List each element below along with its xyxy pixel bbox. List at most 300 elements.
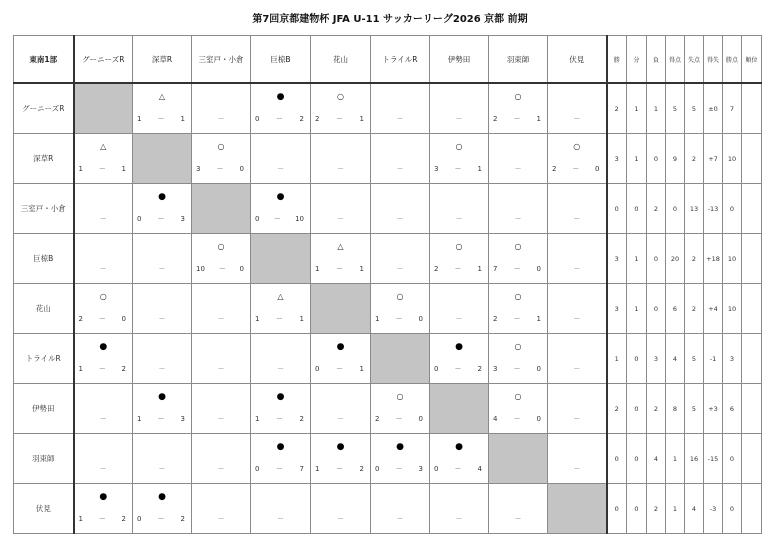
stat-cell: 4 [666, 334, 685, 384]
unplayed-dash: － [217, 115, 225, 123]
goals-for: 2 [315, 115, 320, 123]
goals-against: 1 [359, 115, 364, 123]
stat-cell: 5 [666, 83, 685, 134]
unplayed-dash: － [455, 115, 463, 123]
match-score [375, 315, 423, 323]
score-separator: － [157, 215, 165, 223]
score-separator: － [513, 115, 521, 123]
match-score [79, 165, 127, 173]
result-cell [133, 434, 192, 484]
unplayed-dash: － [396, 115, 404, 123]
stat-cell: 2 [685, 284, 704, 334]
stat-cell: 6 [723, 384, 742, 434]
result-cell [192, 384, 251, 434]
match-score [375, 415, 423, 423]
row-header-team: 三室戸・小倉 [14, 184, 74, 234]
result-cell [548, 284, 607, 334]
league-table [13, 35, 762, 534]
division-label: 東南1部 [14, 36, 74, 84]
stat-cell: 0 [627, 334, 647, 384]
self-match-cell [489, 434, 548, 484]
result-cell [548, 384, 607, 434]
score-separator: － [454, 365, 462, 373]
unplayed-dash: － [217, 315, 225, 323]
stat-cell [742, 184, 762, 234]
column-header-team: 巨椋B [251, 36, 311, 84]
unplayed-dash: － [396, 215, 404, 223]
row-header-team: 伏見 [14, 484, 74, 534]
goals-against: 4 [477, 465, 482, 473]
stat-cell: 4 [685, 484, 704, 534]
stat-cell: 0 [647, 134, 666, 184]
result-cell [548, 83, 607, 134]
stat-cell: 0 [627, 184, 647, 234]
score-separator: － [276, 315, 283, 323]
table-row [14, 83, 762, 134]
stat-cell: -13 [704, 184, 723, 234]
stat-cell: 10 [723, 284, 742, 334]
score-separator: － [336, 115, 343, 123]
result-cell [430, 284, 489, 334]
stat-header: 順位 [742, 36, 762, 84]
stat-cell: 3 [607, 284, 627, 334]
loss-mark-icon: ● [396, 442, 404, 452]
goals-for: 3 [196, 165, 201, 173]
unplayed-dash: － [217, 415, 225, 423]
result-cell [311, 384, 371, 434]
score-separator: － [98, 515, 106, 523]
row-header-team: トライルR [14, 334, 74, 384]
goals-against: 1 [121, 165, 126, 173]
stat-cell: 0 [627, 434, 647, 484]
result-cell [371, 134, 430, 184]
row-header-team: 伊勢田 [14, 384, 74, 434]
score-separator: － [513, 365, 521, 373]
stat-cell: 5 [685, 334, 704, 384]
match-score [137, 415, 185, 423]
goals-for: 0 [375, 465, 380, 473]
goals-against: 2 [180, 515, 185, 523]
result-cell [192, 134, 251, 184]
result-cell [133, 484, 192, 534]
match-score [434, 265, 482, 273]
unplayed-dash: － [158, 315, 166, 323]
stat-cell: 1 [627, 134, 647, 184]
goals-for: 0 [434, 465, 439, 473]
result-cell [371, 484, 430, 534]
column-header-team: 深草R [133, 36, 192, 84]
score-separator: － [157, 515, 165, 523]
goals-for: 0 [137, 215, 142, 223]
unplayed-dash: － [99, 215, 107, 223]
match-score [375, 465, 423, 473]
score-separator: － [395, 415, 403, 423]
stat-cell: 0 [647, 234, 666, 284]
result-cell [74, 184, 133, 234]
goals-against: 1 [477, 265, 482, 273]
goals-for: 0 [255, 115, 260, 123]
result-cell [371, 284, 430, 334]
score-separator: － [513, 415, 521, 423]
stat-header: 分 [627, 36, 647, 84]
goals-against: 0 [536, 265, 541, 273]
goals-for: 2 [493, 315, 498, 323]
loss-mark-icon: ● [276, 392, 285, 402]
match-score [79, 365, 127, 373]
win-mark-icon: ○ [337, 92, 344, 101]
win-mark-icon: ○ [573, 142, 581, 151]
goals-for: 1 [315, 265, 320, 273]
stat-cell: 1 [666, 434, 685, 484]
table-row [14, 484, 762, 534]
score-separator: － [454, 465, 462, 473]
table-row [14, 384, 762, 434]
goals-against: 3 [180, 215, 185, 223]
unplayed-dash: － [396, 515, 404, 523]
result-cell [192, 334, 251, 384]
stat-cell: 2 [607, 384, 627, 434]
result-cell [548, 184, 607, 234]
stat-cell: -1 [704, 334, 723, 384]
stat-header: 得失 [704, 36, 723, 84]
stat-cell: 3 [723, 334, 742, 384]
score-separator: － [276, 415, 283, 423]
column-header-team: 伏見 [548, 36, 607, 84]
goals-for: 10 [196, 265, 205, 273]
loss-mark-icon: ● [336, 442, 345, 452]
unplayed-dash: － [337, 165, 344, 173]
score-separator: － [216, 165, 224, 173]
goals-against: 0 [418, 415, 423, 423]
draw-mark-icon: △ [277, 292, 284, 301]
score-separator: － [98, 365, 106, 373]
stat-cell: 4 [647, 434, 666, 484]
unplayed-dash: － [455, 215, 463, 223]
stat-cell: 9 [666, 134, 685, 184]
stat-cell [742, 484, 762, 534]
score-separator: － [513, 315, 521, 323]
goals-against: 2 [121, 365, 126, 373]
goals-for: 7 [493, 265, 498, 273]
result-cell [430, 83, 489, 134]
goals-for: 3 [434, 165, 439, 173]
goals-against: 2 [299, 415, 304, 423]
score-separator: － [276, 115, 283, 123]
loss-mark-icon: ● [455, 342, 463, 352]
self-match-cell [371, 334, 430, 384]
loss-mark-icon: ● [455, 442, 463, 452]
stat-header: 得点 [666, 36, 685, 84]
stat-header: 勝 [607, 36, 627, 84]
result-cell [430, 334, 489, 384]
match-score [255, 315, 304, 323]
goals-for: 0 [255, 465, 260, 473]
result-cell [74, 284, 133, 334]
result-cell [311, 134, 371, 184]
win-mark-icon: ○ [99, 292, 107, 301]
stat-cell: 2 [685, 234, 704, 284]
win-mark-icon: ○ [396, 292, 404, 301]
result-cell [311, 234, 371, 284]
result-cell [489, 83, 548, 134]
unplayed-dash: － [573, 415, 581, 423]
unplayed-dash: － [514, 515, 522, 523]
stat-cell: 13 [685, 184, 704, 234]
score-separator: － [572, 165, 580, 173]
unplayed-dash: － [573, 315, 581, 323]
result-cell [548, 334, 607, 384]
unplayed-dash: － [217, 365, 225, 373]
result-cell [133, 384, 192, 434]
result-cell [192, 234, 251, 284]
result-cell [192, 284, 251, 334]
stat-cell: 2 [647, 384, 666, 434]
unplayed-dash: － [514, 165, 522, 173]
stat-cell [742, 83, 762, 134]
stat-cell: 2 [647, 184, 666, 234]
goals-against: 2 [359, 465, 364, 473]
match-score [434, 165, 482, 173]
goals-against: 3 [180, 415, 185, 423]
result-cell [489, 334, 548, 384]
win-mark-icon: ○ [455, 142, 463, 151]
draw-mark-icon: △ [100, 142, 107, 151]
result-cell [489, 484, 548, 534]
unplayed-dash: － [573, 365, 581, 373]
result-cell [311, 184, 371, 234]
result-cell [371, 234, 430, 284]
column-header-team: 花山 [311, 36, 371, 84]
win-mark-icon: ○ [396, 392, 404, 401]
match-score [79, 515, 127, 523]
unplayed-dash: － [337, 415, 344, 423]
match-score [315, 465, 364, 473]
column-header-team: 羽束師 [489, 36, 548, 84]
result-cell [371, 184, 430, 234]
result-cell [548, 234, 607, 284]
stat-cell: 6 [666, 284, 685, 334]
goals-against: 2 [299, 115, 304, 123]
unplayed-dash: － [396, 165, 404, 173]
unplayed-dash: － [99, 265, 107, 273]
loss-mark-icon: ● [158, 392, 166, 402]
score-separator: － [336, 465, 343, 473]
goals-for: 4 [493, 415, 498, 423]
match-score [255, 465, 304, 473]
score-separator: － [395, 465, 403, 473]
result-cell [74, 484, 133, 534]
self-match-cell [133, 134, 192, 184]
table-row [14, 134, 762, 184]
goals-for: 1 [375, 315, 380, 323]
goals-against: 0 [418, 315, 423, 323]
stat-cell: 8 [666, 384, 685, 434]
score-separator: － [336, 265, 343, 273]
goals-against: 0 [239, 165, 244, 173]
column-header-team: グーニーズR [74, 36, 133, 84]
stat-cell [742, 284, 762, 334]
table-row [14, 234, 762, 284]
result-cell [489, 234, 548, 284]
stat-cell: 16 [685, 434, 704, 484]
score-separator: － [513, 265, 521, 273]
score-separator: － [454, 165, 462, 173]
stat-cell: +7 [704, 134, 723, 184]
result-cell [251, 134, 311, 184]
match-score [255, 415, 304, 423]
stat-cell: 0 [723, 434, 742, 484]
match-score [493, 265, 541, 273]
loss-mark-icon: ● [99, 342, 108, 352]
result-cell [311, 434, 371, 484]
goals-for: 3 [493, 365, 498, 373]
win-mark-icon: ○ [514, 92, 522, 101]
goals-for: 0 [315, 365, 320, 373]
match-score [493, 315, 541, 323]
stat-cell: 20 [666, 234, 685, 284]
win-mark-icon: ○ [514, 242, 522, 251]
match-score [79, 315, 127, 323]
stat-cell: +4 [704, 284, 723, 334]
result-cell [251, 284, 311, 334]
score-separator: － [218, 265, 226, 273]
self-match-cell [430, 384, 489, 434]
win-mark-icon: ○ [514, 392, 522, 401]
stat-header: 失点 [685, 36, 704, 84]
result-cell [74, 434, 133, 484]
goals-against: 0 [595, 165, 600, 173]
goals-for: 2 [375, 415, 380, 423]
row-header-team: 深草R [14, 134, 74, 184]
result-cell [192, 434, 251, 484]
unplayed-dash: － [277, 365, 284, 373]
result-cell [430, 434, 489, 484]
result-cell [430, 234, 489, 284]
row-header-team: グーニーズR [14, 83, 74, 134]
stat-cell: 10 [723, 134, 742, 184]
goals-against: 1 [359, 265, 364, 273]
match-score [315, 365, 364, 373]
table-row [14, 284, 762, 334]
goals-against: 0 [121, 315, 126, 323]
unplayed-dash: － [455, 515, 463, 523]
stat-cell: 5 [685, 83, 704, 134]
unplayed-dash: － [277, 515, 284, 523]
stat-cell: ±0 [704, 83, 723, 134]
goals-for: 1 [137, 415, 142, 423]
stat-cell: 0 [607, 484, 627, 534]
stat-cell: 1 [607, 334, 627, 384]
stat-cell: 0 [607, 434, 627, 484]
win-mark-icon: ○ [217, 242, 225, 251]
score-separator: － [157, 115, 165, 123]
header-row [14, 36, 762, 84]
goals-against: 0 [536, 365, 541, 373]
result-cell [489, 384, 548, 434]
score-separator: － [395, 315, 403, 323]
goals-for: 0 [137, 515, 142, 523]
stat-cell: 0 [723, 484, 742, 534]
stat-cell: 0 [723, 184, 742, 234]
goals-against: 1 [359, 365, 364, 373]
stat-cell: 0 [647, 284, 666, 334]
stat-cell: 5 [685, 384, 704, 434]
unplayed-dash: － [99, 465, 107, 473]
stat-cell: 0 [666, 184, 685, 234]
goals-for: 1 [255, 415, 260, 423]
unplayed-dash: － [99, 415, 107, 423]
goals-against: 0 [239, 265, 244, 273]
goals-against: 2 [121, 515, 126, 523]
stat-cell [742, 434, 762, 484]
score-separator: － [336, 365, 343, 373]
result-cell [489, 134, 548, 184]
row-header-team: 羽束師 [14, 434, 74, 484]
win-mark-icon: ○ [514, 342, 522, 351]
match-score [137, 515, 185, 523]
loss-mark-icon: ● [276, 192, 285, 202]
stat-cell: 1 [627, 234, 647, 284]
match-score [196, 165, 244, 173]
unplayed-dash: － [396, 265, 404, 273]
match-score [315, 265, 364, 273]
match-score [315, 115, 364, 123]
goals-for: 1 [255, 315, 260, 323]
unplayed-dash: － [455, 315, 463, 323]
goals-against: 3 [418, 465, 423, 473]
stat-cell: 0 [627, 484, 647, 534]
goals-for: 1 [78, 165, 83, 173]
stat-cell: 2 [685, 134, 704, 184]
loss-mark-icon: ● [158, 192, 166, 202]
match-score [552, 165, 600, 173]
match-score [434, 365, 482, 373]
result-cell [192, 484, 251, 534]
stat-cell [742, 334, 762, 384]
goals-for: 1 [78, 515, 83, 523]
loss-mark-icon: ● [158, 492, 166, 502]
goals-against: 2 [477, 365, 482, 373]
result-cell [430, 134, 489, 184]
unplayed-dash: － [158, 465, 166, 473]
unplayed-dash: － [573, 465, 581, 473]
stat-cell: 7 [723, 83, 742, 134]
loss-mark-icon: ● [336, 342, 345, 352]
score-separator: － [273, 215, 281, 223]
unplayed-dash: － [217, 515, 225, 523]
stat-cell: 3 [607, 234, 627, 284]
goals-against: 1 [477, 165, 482, 173]
column-header-team: 三室戸・小倉 [192, 36, 251, 84]
result-cell [371, 434, 430, 484]
result-cell [133, 83, 192, 134]
goals-for: 0 [255, 215, 260, 223]
match-score [255, 115, 304, 123]
match-score [493, 115, 541, 123]
row-header-team: 巨椋B [14, 234, 74, 284]
stat-header: 負 [647, 36, 666, 84]
stat-cell: -3 [704, 484, 723, 534]
goals-against: 1 [536, 115, 541, 123]
stat-cell: 0 [607, 184, 627, 234]
stat-header: 勝点 [723, 36, 742, 84]
unplayed-dash: － [337, 215, 344, 223]
score-separator: － [157, 415, 165, 423]
result-cell [430, 184, 489, 234]
stat-cell: 0 [627, 384, 647, 434]
result-cell [74, 134, 133, 184]
table-row [14, 334, 762, 384]
